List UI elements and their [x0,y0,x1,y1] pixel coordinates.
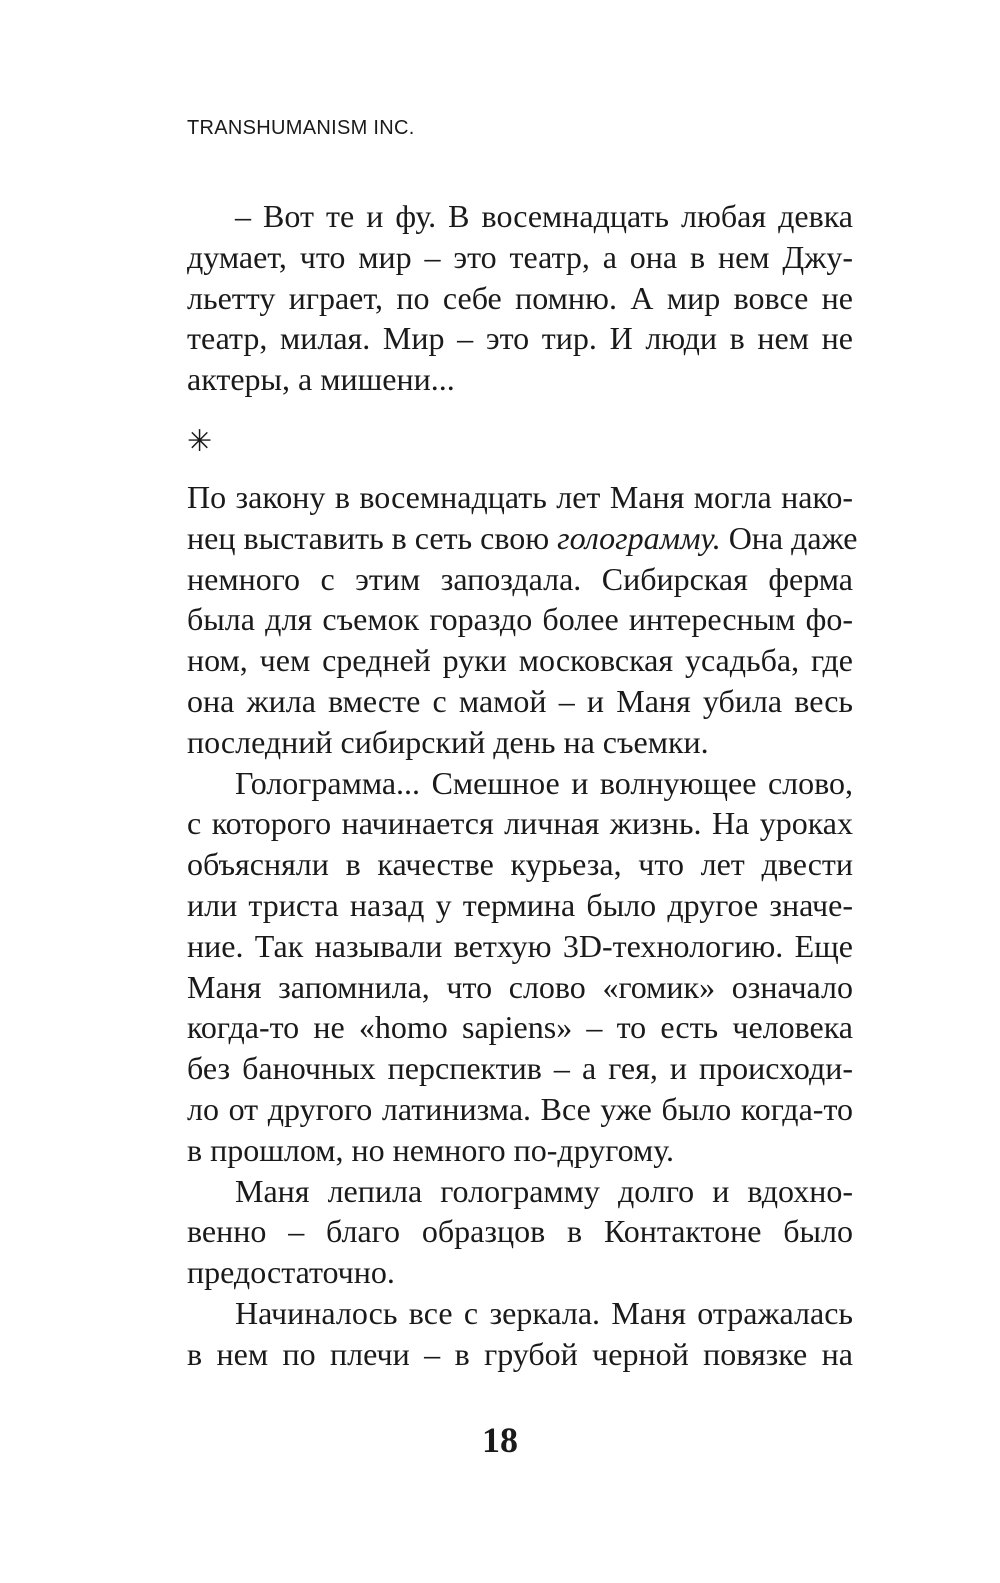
text-line: ном, чем средней руки московская усадьба, где [187,642,853,679]
text-segment: нец выставить в сеть свою [187,519,558,556]
text-line: актеры, а мишени... [187,361,455,398]
text-line: Маня лепила голограмму долго и вдохно- [235,1172,853,1209]
text-line: когда-то не «homo sapiens» – то есть человека [187,1009,853,1046]
text-line: венно – благо образцов в Контактоне было [187,1213,853,1250]
dialogue-paragraph [187,196,853,400]
text-line: По закону в восемнадцать лет Маня могла нако- [187,479,853,515]
text-line: она жила вместе с мамой – и Маня убила весь [187,682,853,719]
text-line: льетту играет, по себе помню. А мир вовсе не [187,279,853,316]
text-line: Начиналось все с зеркала. Маня отражалась [235,1294,853,1331]
page-number: 18 [482,1420,518,1460]
emphasized-term: голограмму. [557,519,721,556]
text-line: предостаточно. [187,1254,395,1291]
body-text [187,477,858,1375]
text-line: театр, милая. Мир – это тир. И люди в нем не [187,320,853,357]
text-line: без баночных перспектив – а гея, и происходи- [187,1050,853,1087]
text-line: Голограмма... Смешное и волнующее слово, [235,764,853,801]
text-line: – Вот те и фу. В восемнадцать любая девка [235,198,853,234]
text-segment: Она даже [720,519,858,556]
section-separator-asterisk: ✳ [187,424,213,459]
text-line: ние. Так называли ветхую 3D-технологию. Еще [187,927,853,964]
running-head: TRANSHUMANISM INC. [187,117,415,139]
text-line: думает, что мир – это театр, а она в нем Джу- [187,238,853,275]
text-line: последний сибирский день на съемки. [187,723,709,760]
text-line: ло от другого латинизма. Все уже было когда-то [187,1090,853,1127]
text-line: Маня запомнила, что слово «гомик» означало [187,968,853,1005]
text-line: или триста назад у термина было другое значе- [187,886,853,923]
text-line-with-emphasis [187,518,858,559]
text-line: немного с этим запоздала. Сибирская ферма [187,560,853,597]
text-line: в нем по плечи – в грубой черной повязке на [187,1335,853,1372]
text-line: в прошлом, но немного по-другому. [187,1131,675,1168]
text-line: объясняли в качестве курьеза, что лет двести [187,846,853,883]
text-line: была для съемок гораздо более интересным фо- [187,601,853,638]
text-line: с которого начинается личная жизнь. На уроках [187,805,853,842]
